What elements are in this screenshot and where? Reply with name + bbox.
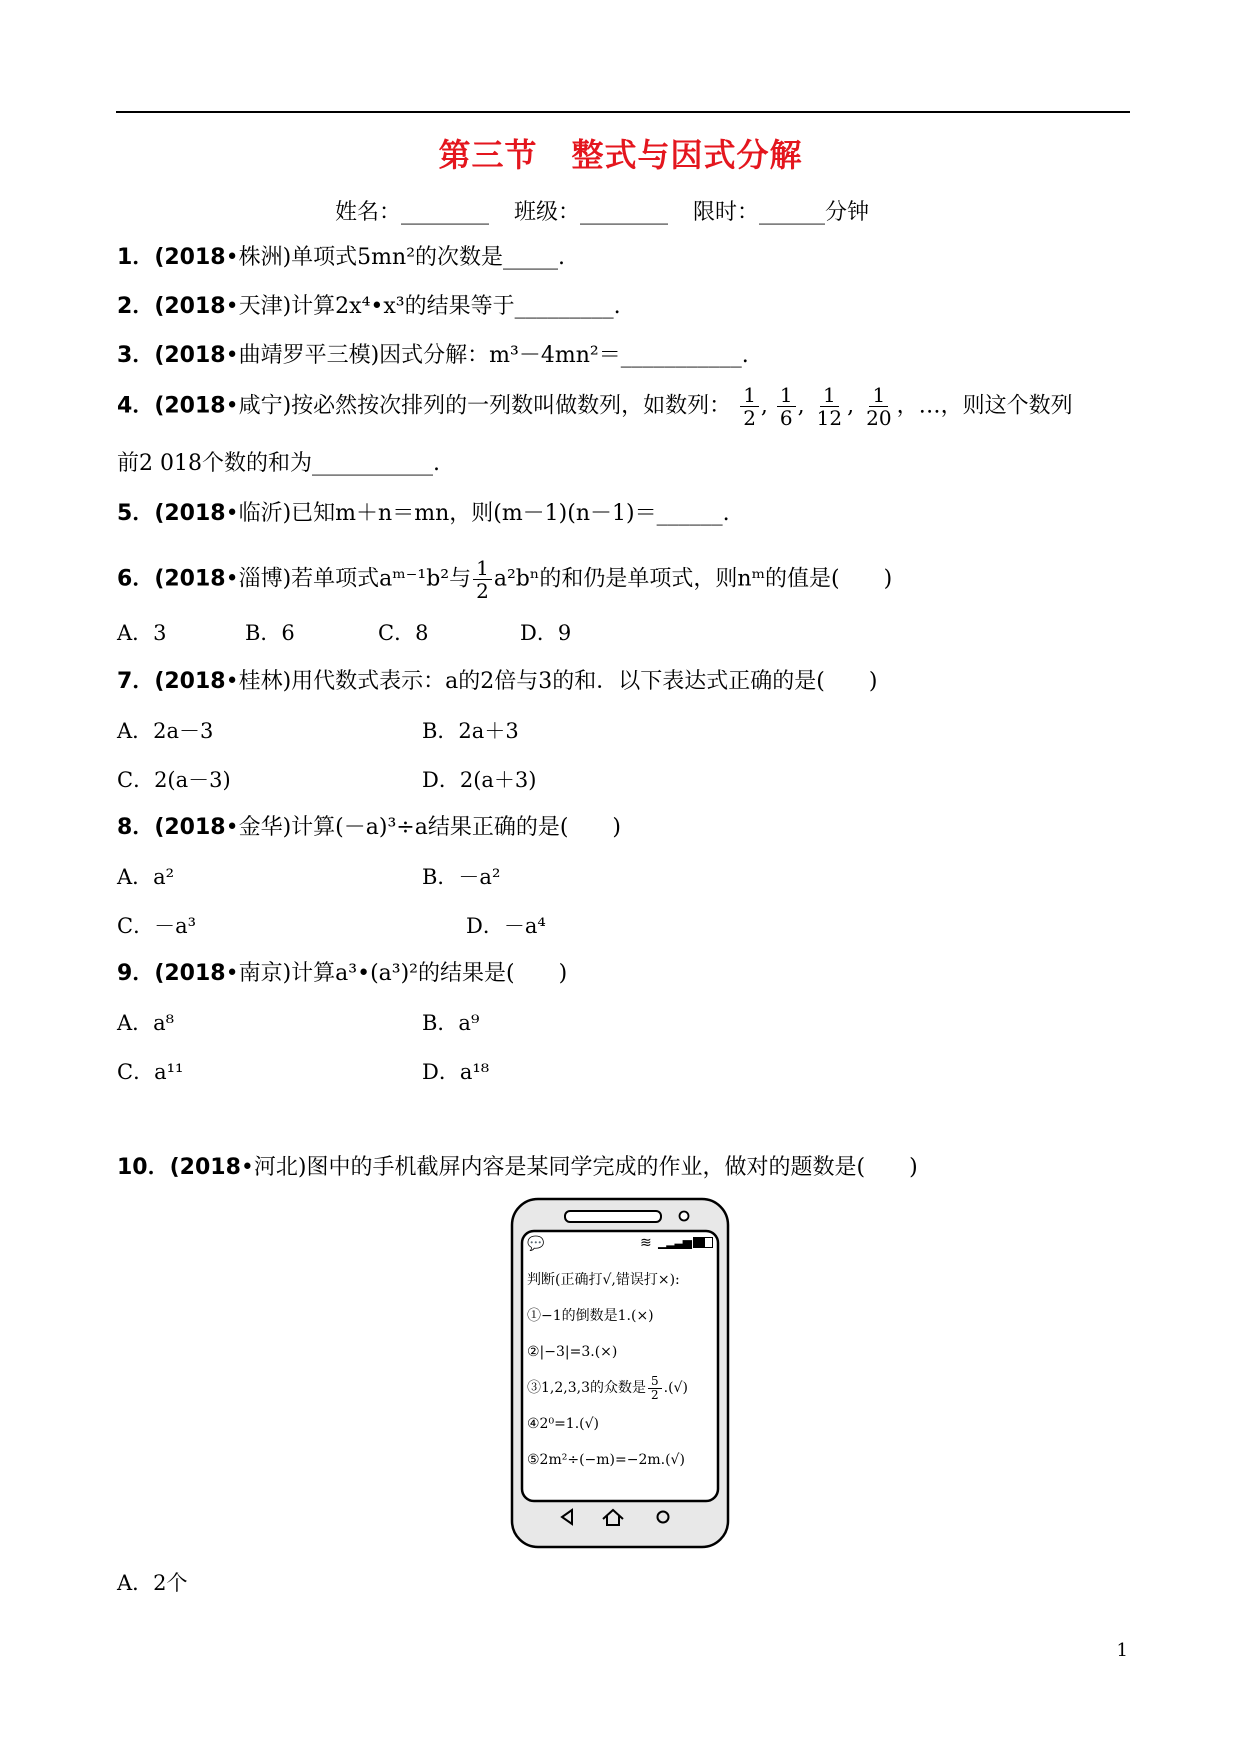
option[interactable]: D．9: [520, 621, 572, 645]
question-7: 7．(2018•桂林)用代数式表示：a的2倍与3的和．以下表达式正确的是( ): [117, 669, 878, 694]
option[interactable]: C．8: [378, 621, 429, 645]
question-2: 2．(2018•天津)计算2x⁴•x³的结果等于_________.: [117, 294, 621, 319]
option[interactable]: C．a¹¹: [117, 1060, 184, 1084]
homework-item: ④2⁰=1.(√): [527, 1416, 600, 1432]
homework-header: 判断(正确打√,错误打×):: [527, 1272, 680, 1288]
page-number: 1: [1116, 1640, 1128, 1661]
option[interactable]: D．a¹⁸: [422, 1060, 490, 1084]
fraction: $\frac{1}{12}$: [816, 383, 843, 430]
homework-item: ⑤2m²÷(−m)=−2m.(√): [527, 1452, 685, 1468]
question-9: 9．(2018•南京)计算a³•(a³)²的结果是( ): [117, 961, 568, 986]
chat-bubble-icon: 💬: [527, 1236, 545, 1252]
option[interactable]: A．2个: [117, 1571, 188, 1595]
battery-icon: [693, 1237, 713, 1248]
wifi-icon: ≋: [640, 1235, 652, 1251]
option[interactable]: B．2a＋3: [422, 719, 519, 743]
question-8: 8．(2018•金华)计算(－a)³÷a结果正确的是( ): [117, 815, 621, 840]
option[interactable]: A．2a－3: [117, 719, 214, 743]
question-4: 4．(2018•咸宁)按必然按次排列的一列数叫做数列，如数列： $\frac{1}{2}$ , $\frac{1}{6}$ , $\frac{1}{12}$ , $\frac{1}{20}$ ，…，则这个数列: [117, 383, 1073, 430]
homework-item: ②|−3|=3.(×): [527, 1344, 618, 1360]
question-4-continuation: 前2 018个数的和为___________.: [117, 451, 440, 476]
question-10: 10．(2018•河北)图中的手机截屏内容是某同学完成的作业，做对的题数是( ): [117, 1155, 918, 1180]
time-field[interactable]: 限时：______分钟: [693, 200, 870, 225]
option[interactable]: B．－a²: [422, 865, 501, 889]
question-1: 1．(2018•株洲)单项式5mn²的次数是_____.: [117, 245, 566, 270]
option[interactable]: D．2(a＋3): [422, 768, 537, 792]
homework-item: ①−1的倒数是1.(×): [527, 1308, 654, 1324]
phone-homework: [527, 1262, 688, 1478]
fraction: $\frac{1}{20}$: [866, 383, 892, 430]
fraction: $\frac{1}{2}$: [473, 557, 492, 602]
class-field[interactable]: 班级：________: [514, 200, 669, 225]
option[interactable]: B．6: [245, 621, 295, 645]
option[interactable]: D．－a⁴: [466, 914, 546, 938]
option[interactable]: A．a⁸: [117, 1011, 175, 1035]
phone-screenshot-figure: [510, 1197, 730, 1549]
option[interactable]: C．－a³: [117, 914, 197, 938]
section-title: 第三节 整式与因式分解: [438, 136, 803, 174]
fraction: $\frac{1}{6}$: [777, 384, 796, 429]
option[interactable]: C．2(a－3): [117, 768, 231, 792]
question-6: 6．(2018•淄博)若单项式aᵐ⁻¹b²与 $\frac{1}{2}$ a²bⁿ的和仍是单项式，则nᵐ的值是( ): [117, 556, 893, 603]
student-info-fields: [335, 195, 869, 226]
question-5: 5．(2018•临沂)已知m＋n＝mn，则(m－1)(n－1)＝______.: [117, 501, 730, 526]
top-rule: [116, 111, 1130, 113]
homework-item: ③1,2,3,3的众数是 $\frac{5}{2}$ .(√): [527, 1373, 688, 1402]
name-field[interactable]: 姓名：________: [335, 200, 490, 225]
option[interactable]: A．3: [117, 621, 167, 645]
option[interactable]: B．a⁹: [422, 1011, 480, 1035]
option[interactable]: A．a²: [117, 865, 175, 889]
question-3: 3．(2018•曲靖罗平三模)因式分解：m³－4mn²＝___________.: [117, 343, 749, 368]
signal-icon: ▁▂▃▅: [658, 1235, 691, 1249]
fraction: $\frac{1}{2}$: [740, 384, 759, 429]
